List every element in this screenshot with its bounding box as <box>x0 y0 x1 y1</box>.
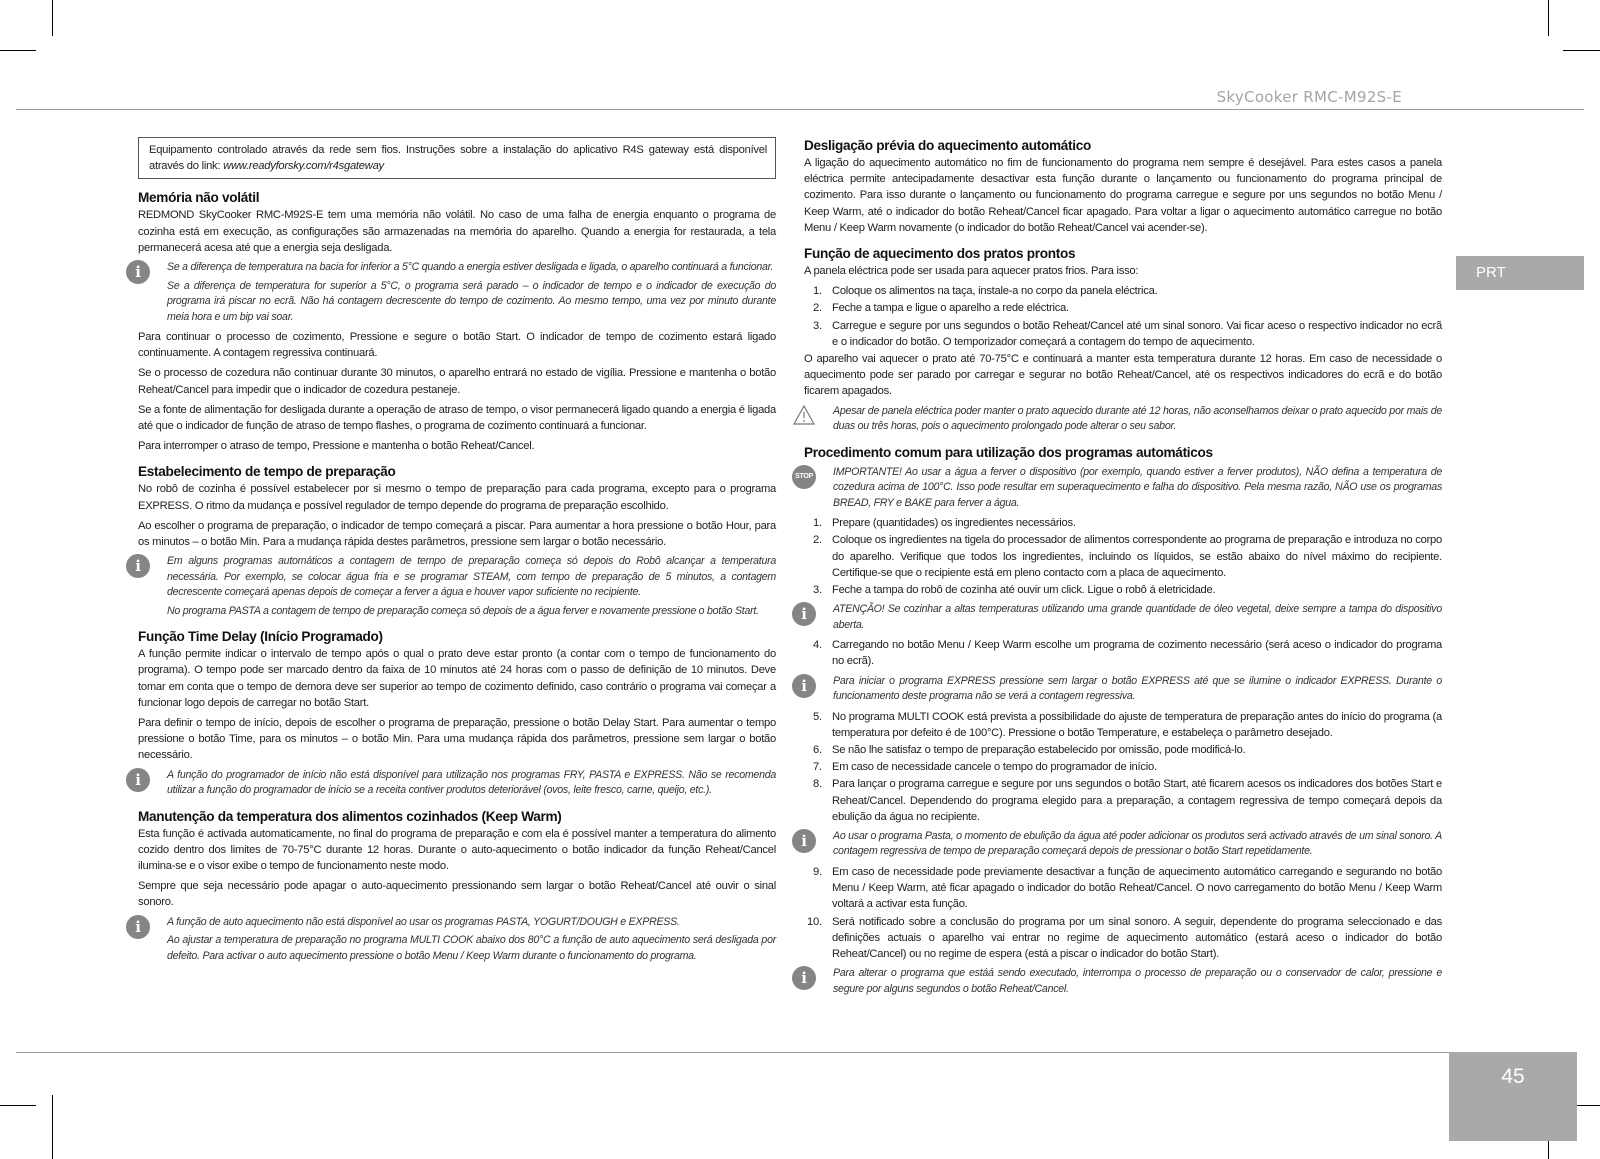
note-text: Se a diferença de temperatura na bacia for inferior a 5°C quando a energia estiver desligada e ligada, o aparelho continuará a funcionar. <box>167 261 774 274</box>
paragraph: A função permite indicar o intervalo de tempo após o qual o prato deve estar pronto (a contar com o tempo de funcionamento do programa). O tempo pode ser marcado dentro da faixa de 10 minutos até 24 horas com o passo de definição de 10 minutos. Deve tomar em conta que o tempo de demora deve ser superior ao tempo de cozimento definido, caso contrário o programa vai começar a funcionar logo depois de carregar no botão Start. <box>138 648 776 709</box>
info-note <box>801 602 1442 633</box>
note-text: ATENÇÃO! Se cozinhar a altas temperaturas utilizando uma grande quantidade de óleo vegetal, deixe sempre a tampa do dispositivo aberta. <box>833 603 1442 631</box>
wireless-info-box <box>138 137 776 179</box>
steps-list <box>804 283 1442 350</box>
section-title-delay: Função Time Delay (Início Programado) <box>138 629 383 645</box>
note-text: Apesar de panela eléctrica poder manter o prato aquecido durante até 12 horas, não aconselhamos deixar o prato aquecido por mais de duas ou três horas, pois o aquecimento prolongado pode alterar o seu sabor. <box>833 404 1442 433</box>
info-note <box>801 966 1442 997</box>
steps-list <box>804 637 1442 669</box>
right-column <box>795 137 1442 1001</box>
language-tab: PRT <box>1456 256 1584 290</box>
note-text: IMPORTANTE! Ao usar a água a ferver o dispositivo (por exemplo, quando estiver a ferver produtos), NÃO defina a temperatura de cozedura acima de 100°C. Isso pode resultar em superaquecimento e falha do dispositivo. Pela mesma razão, NÃO use os programas BREAD, FRY e BAKE para ferver a água. <box>833 465 1442 509</box>
list-item: 4. Carregando no botão Menu / Keep Warm escolhe um programa de cozimento necessário (será aceso o indicador do programa no ecrã). <box>813 639 1442 668</box>
info-note <box>135 260 776 325</box>
crop-mark <box>52 0 53 36</box>
info-note <box>135 768 776 799</box>
section-title-desligacao: Desligação prévia do aquecimento automático <box>804 138 1091 153</box>
crop-mark <box>1548 0 1549 36</box>
crop-mark <box>52 1095 53 1159</box>
page-number: 45 <box>1449 1052 1577 1141</box>
paragraph: A ligação do aquecimento automático no fim de funcionamento do programa nem sempre é desejável. Para estes casos a panela eléctrica permite antecipadamente desactivar esta função durante o lançamento ou funcionamento do programa principal de cozimento. Para isso durante o lançamento ou funcionamento do programa carregue e segure por uns segundos no botão Menu / Keep Warm, até o indicador do botão Reheat/Cancel ficar apagado. Para voltar a ligar o aquecimento automático carregue no botão Menu / Keep Warm novamente (o indicador do botão Reheat/Cancel vai acender-se). <box>804 157 1442 234</box>
paragraph: Sempre que seja necessário pode apagar o auto-aquecimento pressionando sem largar o botão Reheat/Cancel até ouvir o sinal sonoro. <box>138 880 776 909</box>
note-text: Ao usar o programa Pasta, o momento de ebulição da água até poder adicionar os produtos será activado através de um sinal sonoro. A contagem regressiva de tempo de preparação começará depois de pressionar o botão Start repetidamente. <box>833 829 1442 858</box>
note-text: A função de auto aquecimento não está disponível ao usar os programas PASTA, YOGURT/DOUGH e EXPRESS. <box>167 915 680 928</box>
info-icon: i <box>126 915 150 939</box>
paragraph: O aparelho vai aquecer o prato até 70-75°C e continuará a manter esta temperatura durante 12 horas. Em caso de necessidade o aquecimento pode ser parado por carregar e segurar no botão Reheat/Cancel, até os respectivos indicadores do ecrã e do botão ficarem apagados. <box>804 353 1442 398</box>
note-text: Se a diferença de temperatura for superior a 5°C, o programa será parado – o indicador de tempo e o indicador de execução do programa irá piscar no ecrã. Não há contagem decrescente do tempo de cozimento. Ao mesmo tempo, uma vez por minuto durante meia hora e um bip vai soar. <box>167 279 776 323</box>
note-text: Para alterar o programa que estáá sendo executado, interrompa o processo de preparação ou o conservador de calor, pressione e segure por alguns segundos o botão Reheat/Cancel. <box>833 967 1442 995</box>
paragraph: Se o processo de cozedura não continuar durante 30 minutos, o aparelho entrará no estado de vigília. Pressione e mantenha o botão Reheat/Cancel para impedir que o indicador de cozedura pestaneje. <box>138 367 776 396</box>
model-name: SkyCooker RMC-M92S-E <box>1216 88 1402 106</box>
warning-note <box>804 404 1442 435</box>
crop-mark <box>1563 50 1600 51</box>
info-icon: i <box>126 768 150 792</box>
section-title-keepwarm: Manutenção da temperatura dos alimentos cozinhados (Keep Warm) <box>138 808 562 824</box>
list-item: 8. Para lançar o programa carregue e segure por uns segundos o botão Start, até ficarem acesos os indicadores dos botões Start e Reheat/Cancel. Dependendo do programa elegido para a preparação, a contagem regressiva de tempo começará depois da ebulição da água no recipiente. <box>813 778 1442 823</box>
paragraph: Se a fonte de alimentação for desligada durante a operação de atraso de tempo, o visor permanecerá ligado quando a energia é ligada até que o indicador de função de atraso de tempo flashes, o programa de cozimento continuará a funcionar. <box>138 403 776 433</box>
paragraph: Para interromper o atraso de tempo, Pressione e mantenha o botão Reheat/Cancel. <box>138 440 535 453</box>
info-icon: i <box>792 829 816 853</box>
list-item: 6. Se não lhe satisfaz o tempo de preparação estabelecido por omissão, pode modificá-lo. <box>813 743 1246 756</box>
list-item: 3. Feche a tampa do robô de cozinha até ouvir um click. Ligue o robô á eletricidade. <box>813 583 1216 596</box>
list-item: 2. Feche a tampa e ligue o aparelho a rede eléctrica. <box>813 302 1069 315</box>
note-text: No programa PASTA a contagem de tempo de preparação começa só depois de a água ferver e novamente pressione o botão Start. <box>167 604 759 617</box>
note-text: Ao ajustar a temperatura de preparação no programa MULTI COOK abaixo dos 80°C a função de auto aquecimento será desligada por defeito. Para activar o auto aquecimento pressione o botão Menu / Keep Warm durante o funcionamento do programa. <box>167 934 776 962</box>
note-text: Para iniciar o programa EXPRESS pressione sem largar o botão EXPRESS até que se ilumine o indicador EXPRESS. Durante o funcionamento deste programa não se verá a contagem regressiva. <box>833 674 1442 703</box>
section-title-aquecimento: Função de aquecimento dos pratos prontos <box>804 246 1076 262</box>
info-icon: i <box>792 966 816 990</box>
section-title-memoria: Memória não volátil <box>138 190 260 206</box>
list-item: 1. Prepare (quantidades) os ingredientes necessários. <box>813 517 1076 530</box>
info-icon: i <box>792 674 816 698</box>
info-note <box>801 674 1442 705</box>
stop-note <box>795 465 1442 512</box>
list-item: 7. Em caso de necessidade cancele o tempo do programador de início. <box>813 761 1157 774</box>
paragraph: Para continuar o processo de cozimento, Pressione e segure o botão Start. O indicador de tempo de cozimento estará ligado continuamente. A contagem regressiva continuará. <box>138 331 776 360</box>
list-item: 5. No programa MULTI COOK está prevista a possibilidade do ajuste de temperatura de preparação antes do início do programa (a temperatura por defeito é de 100°C). Pressione o botão Temperature, e estabeleça o parâmetro desejado. <box>813 710 1442 739</box>
crop-mark <box>0 50 36 51</box>
info-note <box>801 829 1442 860</box>
paragraph: REDMOND SkyCooker RMC-M92S-E tem uma memória não volátil. No caso de uma falha de energia enquanto o programa de cozinha está em execução, as configurações são armazenadas na memória do aparelho. Quando a energia for restaurada, a tela permanecerá acesa até que a energia seja desligada. <box>138 209 776 254</box>
list-item: 1. Coloque os alimentos na taça, instale-a no corpo da panela eléctrica. <box>813 285 1158 298</box>
info-icon: i <box>126 260 150 284</box>
note-text: Em alguns programas automáticos a contagem de tempo de preparação começa só depois do Robô alcançar a temperatura necessária. Por exemplo, se colocar água fria e se programar STEAM, com tempo de preparação de 5 minutos, a contagem decrescente começará apenas depois de começar a ferver a água e houver vapor suficiente no recipiente. <box>167 555 776 599</box>
stop-icon: STOP <box>792 465 816 489</box>
paragraph: Esta função é activada automaticamente, no final do programa de preparação e com ela é possível manter a temperatura do alimento cozido dentro dos limites de 70-75°C durante 12 horas. Durante o auto-aquecimento o botão indicador da função Reheat/Cancel ilumina-se e o visor exibe o tempo de funcionamento neste modo. <box>138 827 776 873</box>
paragraph: No robô de cozinha é possível estabelecer por si mesmo o tempo de preparação para cada programa, excepto para o programa EXPRESS. O ritmo da mudança e possível regulador de tempo depende do programa de preparação escolhido. <box>138 483 776 512</box>
list-item: 2. Coloque os ingredientes na tigela do processador de alimentos correspondente ao programa de preparação e introduza no corpo do aparelho. Verifique que todos los ingredientes, incluindo os líquidos, se estão abaixo do nível máximo do recipiente. Certifique-se que o recipiente está em pleno contacto com a placa de aquecimento. <box>813 534 1442 579</box>
wireless-info-text: Equipamento controlado através da rede sem fios. Instruções sobre a instalação do aplicativo R4S gateway está disponível através do link: <box>149 144 767 173</box>
list-item: 10. Será notificado sobre a conclusão do programa por um sinal sonoro. A seguir, dependente do programa seleccionado e das definições actuais o aparelho vai entrar no regime de aquecimento automático (estará aceso o indicador do botão Reheat/Cancel) ou no regime de espera (está a piscar o indicador do botão Start). <box>807 915 1442 960</box>
info-note <box>135 915 776 965</box>
warning-icon <box>792 404 816 426</box>
left-column <box>135 137 776 968</box>
steps-list <box>804 864 1442 962</box>
info-note <box>135 554 776 619</box>
steps-list <box>804 515 1442 598</box>
crop-mark <box>0 1105 36 1106</box>
steps-list <box>804 709 1442 825</box>
footer-rule <box>16 1052 1449 1053</box>
note-text: A função do programador de início não está disponível para utilização nos programas FRY, PASTA e EXPRESS. Não se recomenda utilizar a função do programador de início se a receita contiver produtos deteriorável (ovos, leite fresco, carne, queijo, etc.). <box>167 768 776 797</box>
gateway-link[interactable]: www.readyforsky.com/r4sgateway <box>223 160 384 173</box>
paragraph: A panela eléctrica pode ser usada para aquecer pratos frios. Para isso: <box>804 265 1139 278</box>
section-title-procedimento: Procedimento comum para utilização dos programas automáticos <box>804 444 1213 460</box>
info-icon: i <box>126 554 150 578</box>
paragraph: Para definir o tempo de início, depois de escolher o programa de preparação, pressione o botão Delay Start. Para aumentar o tempo pressione o botão Time, para os minutos – o botão Min. Para uma mudança rápida dos parâmetros, pressione sem largar o botão necessário. <box>138 717 776 762</box>
list-item: 3. Carregue e segure por uns segundos o botão Reheat/Cancel até um sinal sonoro. Vai ficar aceso o respectivo indicador no ecrã e o indicador do botão. O temporizador começará a contagem do tempo de aquecimento. <box>813 319 1442 348</box>
paragraph: Ao escolher o programa de preparação, o indicador de tempo começará a piscar. Para aumentar a hora pressione o botão Hour, para os minutos – o botão Min. Para a mudança rápida destes parâmetros, pressione sem largar o botão necessário. <box>138 519 776 549</box>
header-rule <box>16 109 1584 110</box>
info-icon: i <box>792 602 816 626</box>
section-title-preparacao: Estabelecimento de tempo de preparação <box>138 464 396 480</box>
list-item: 9. Em caso de necessidade pode previamente desactivar a função de aquecimento automático carregando e segurando no botão Menu / Keep Warm, até ficar apagado o indicador do botão Reheat/Cancel. O novo carregamento do botão Menu / Keep Warm voltará a activar esta função. <box>813 865 1442 911</box>
